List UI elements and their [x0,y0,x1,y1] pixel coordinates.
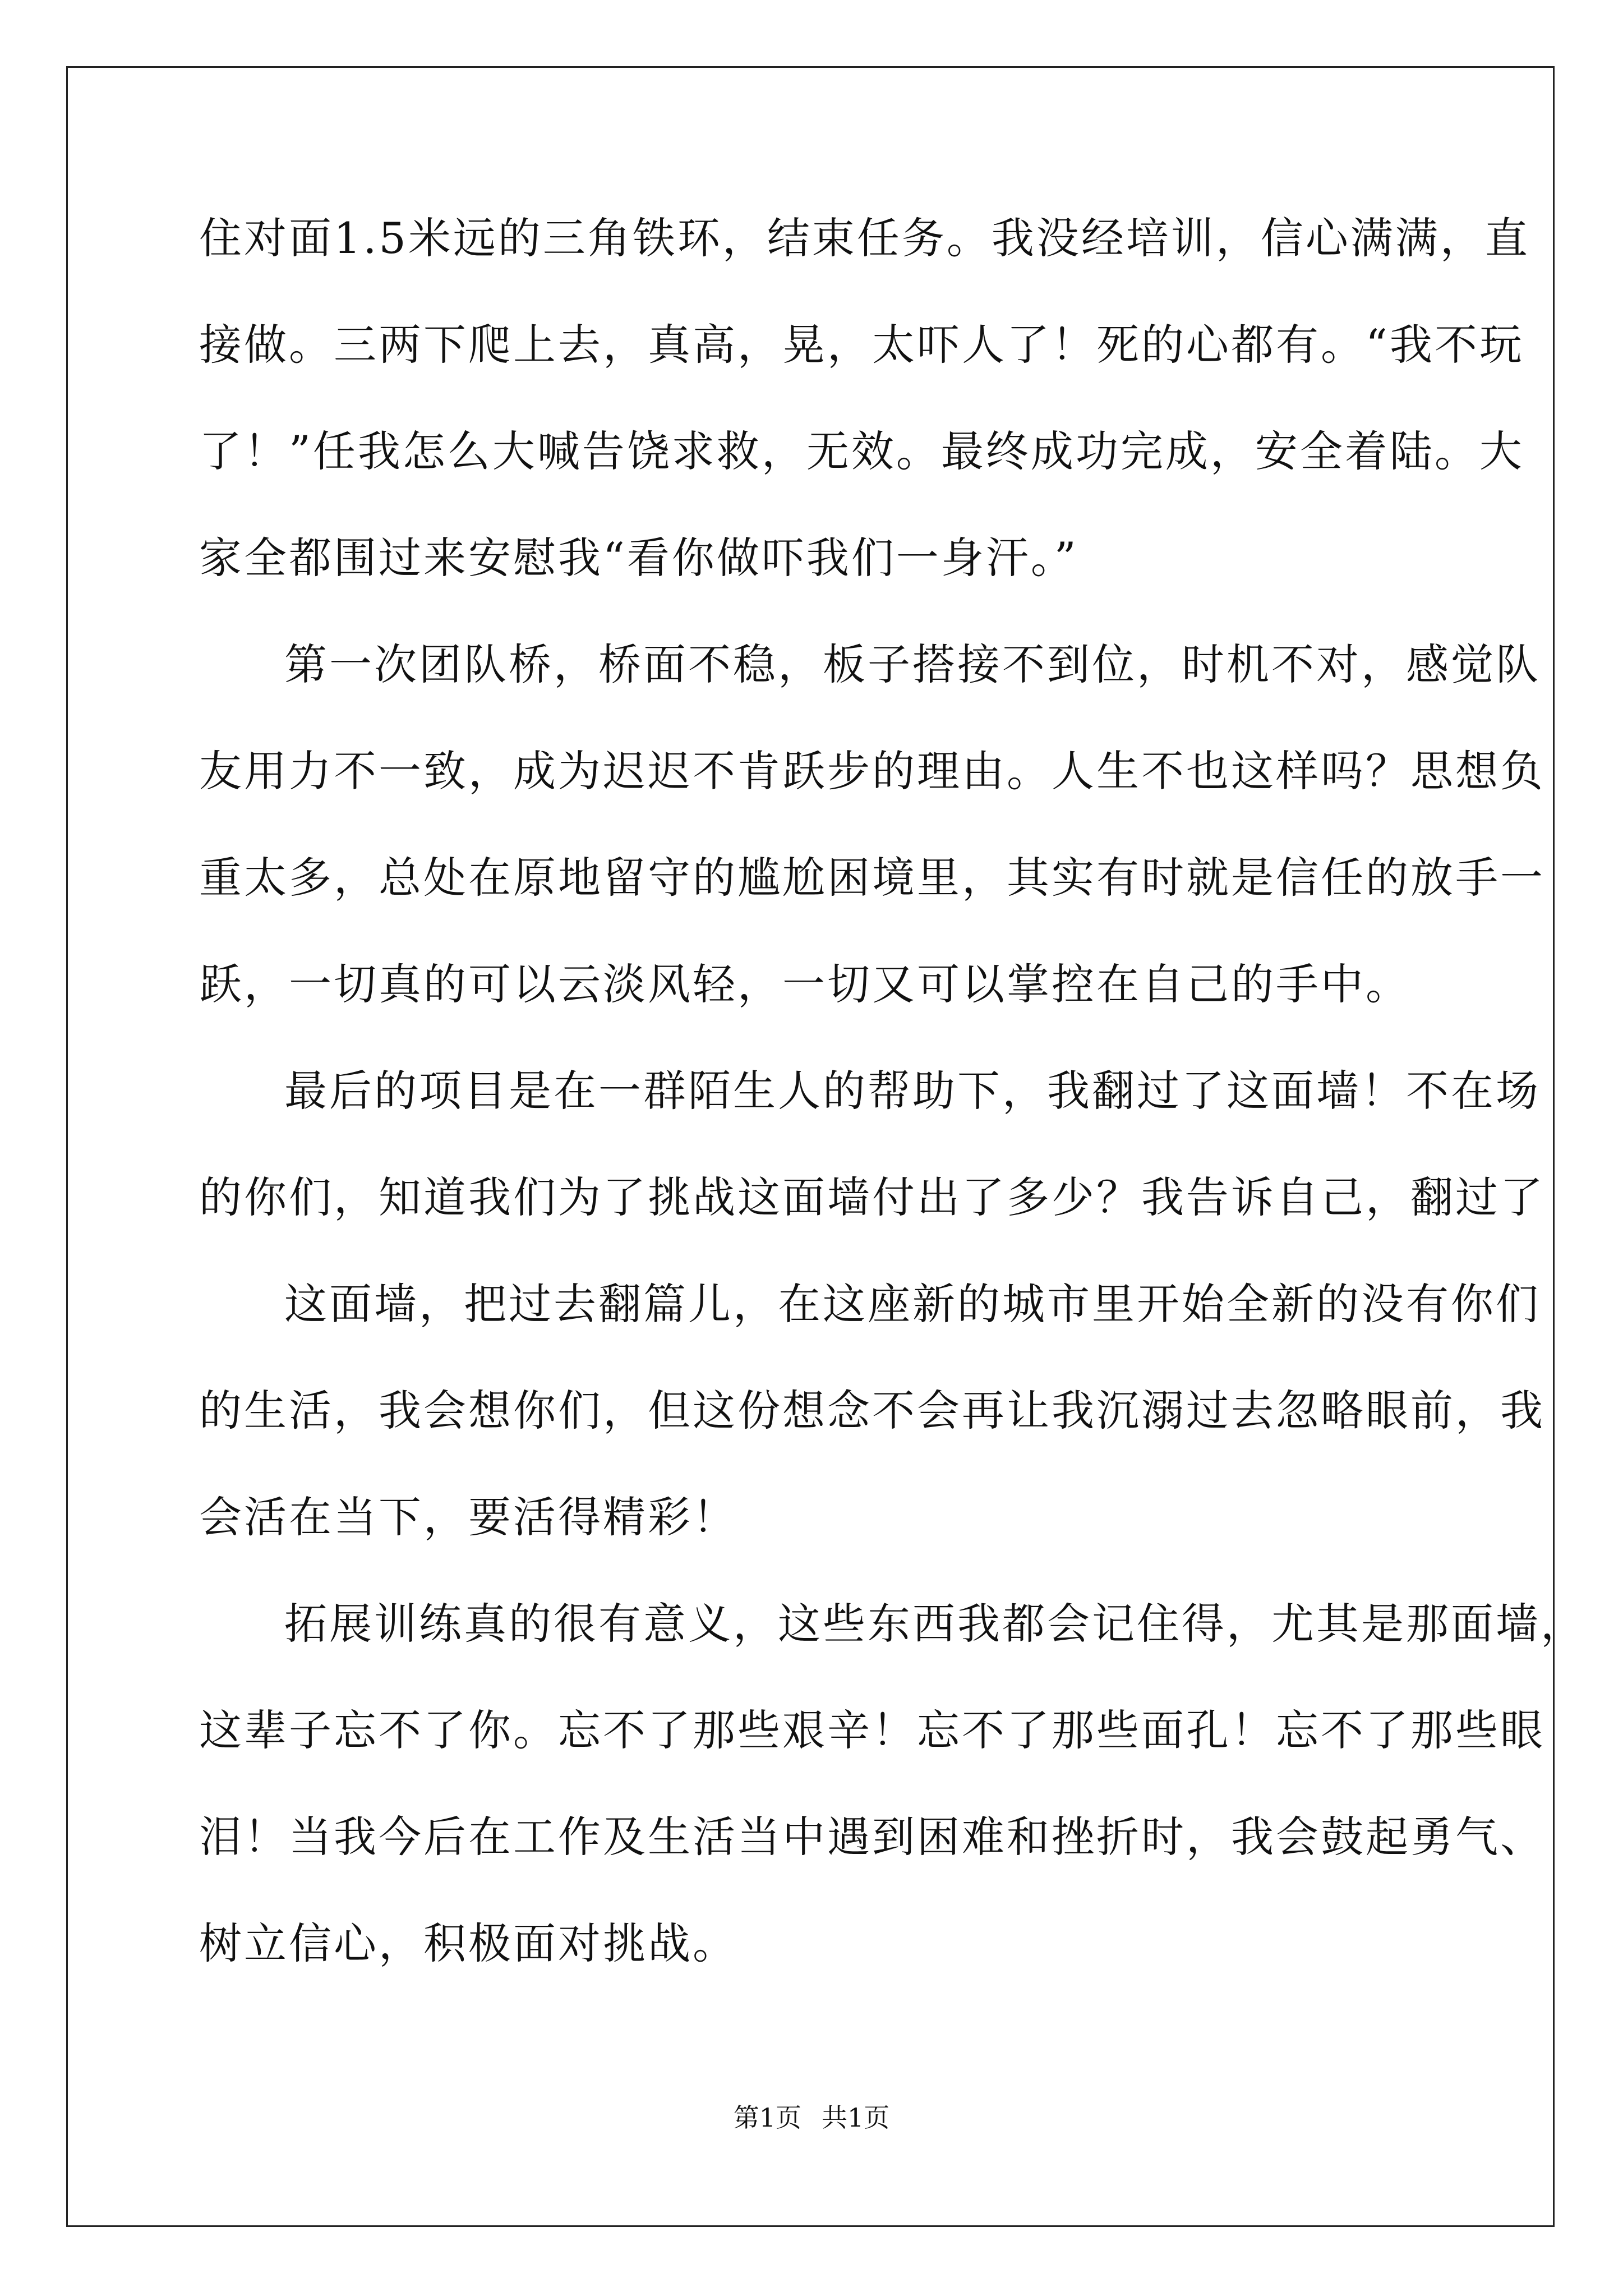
text-line: 重太多，总处在原地留守的尴尬困境里，其实有时就是信任的放手一 [199,853,1545,903]
page-footer [0,2101,1623,2134]
text-line: 泪！当我今后在工作及生活当中遇到困难和挫折时，我会鼓起勇气、 [199,1812,1545,1862]
text-line: 了！”任我怎么大喊告饶求救，无效。最终成功完成，安全着陆。大 [199,426,1524,476]
text-line: 的生活，我会想你们，但这份想念不会再让我沉溺过去忽略眼前，我 [199,1386,1545,1435]
text-line: 的你们，知道我们为了挑战这面墙付出了多少？我告诉自己，翻过了 [199,1172,1545,1222]
paragraph-start-line: 第一次团队桥，桥面不稳，板子搭接不到位，时机不对，感觉队 [284,639,1541,689]
total-pages: 共1页 [822,2102,890,2133]
paragraph-start-line: 拓展训练真的很有意义，这些东西我都会记住得，尤其是那面墙， [284,1599,1585,1649]
text-line: 跃，一切真的可以云淡风轻，一切又可以掌控在自己的手中。 [199,959,1410,1009]
paragraph-start-line: 这面墙，把过去翻篇儿，在这座新的城市里开始全新的没有你们 [284,1279,1541,1329]
text-line: 会活在当下，要活得精彩！ [199,1492,737,1542]
paragraph-start-line: 最后的项目是在一群陌生人的帮助下，我翻过了这面墙！不在场 [284,1066,1541,1116]
text-line: 家全都围过来安慰我“看你做吓我们一身汗。” [199,533,1078,583]
text-line: 友用力不一致，成为迟迟不肯跃步的理由。人生不也这样吗？思想负 [199,746,1545,796]
page-border [66,66,1555,2227]
text-line: 接做。三两下爬上去，真高，晃，太吓人了！死的心都有。“我不玩 [199,320,1524,370]
text-line: 树立信心，积极面对挑战。 [199,1918,737,1968]
page-number: 第1页 [733,2102,801,2133]
text-line: 住对面1.5米远的三角铁环，结束任务。我没经培训，信心满满，直 [199,213,1530,263]
text-line: 这辈子忘不了你。忘不了那些艰辛！忘不了那些面孔！忘不了那些眼 [199,1705,1545,1755]
